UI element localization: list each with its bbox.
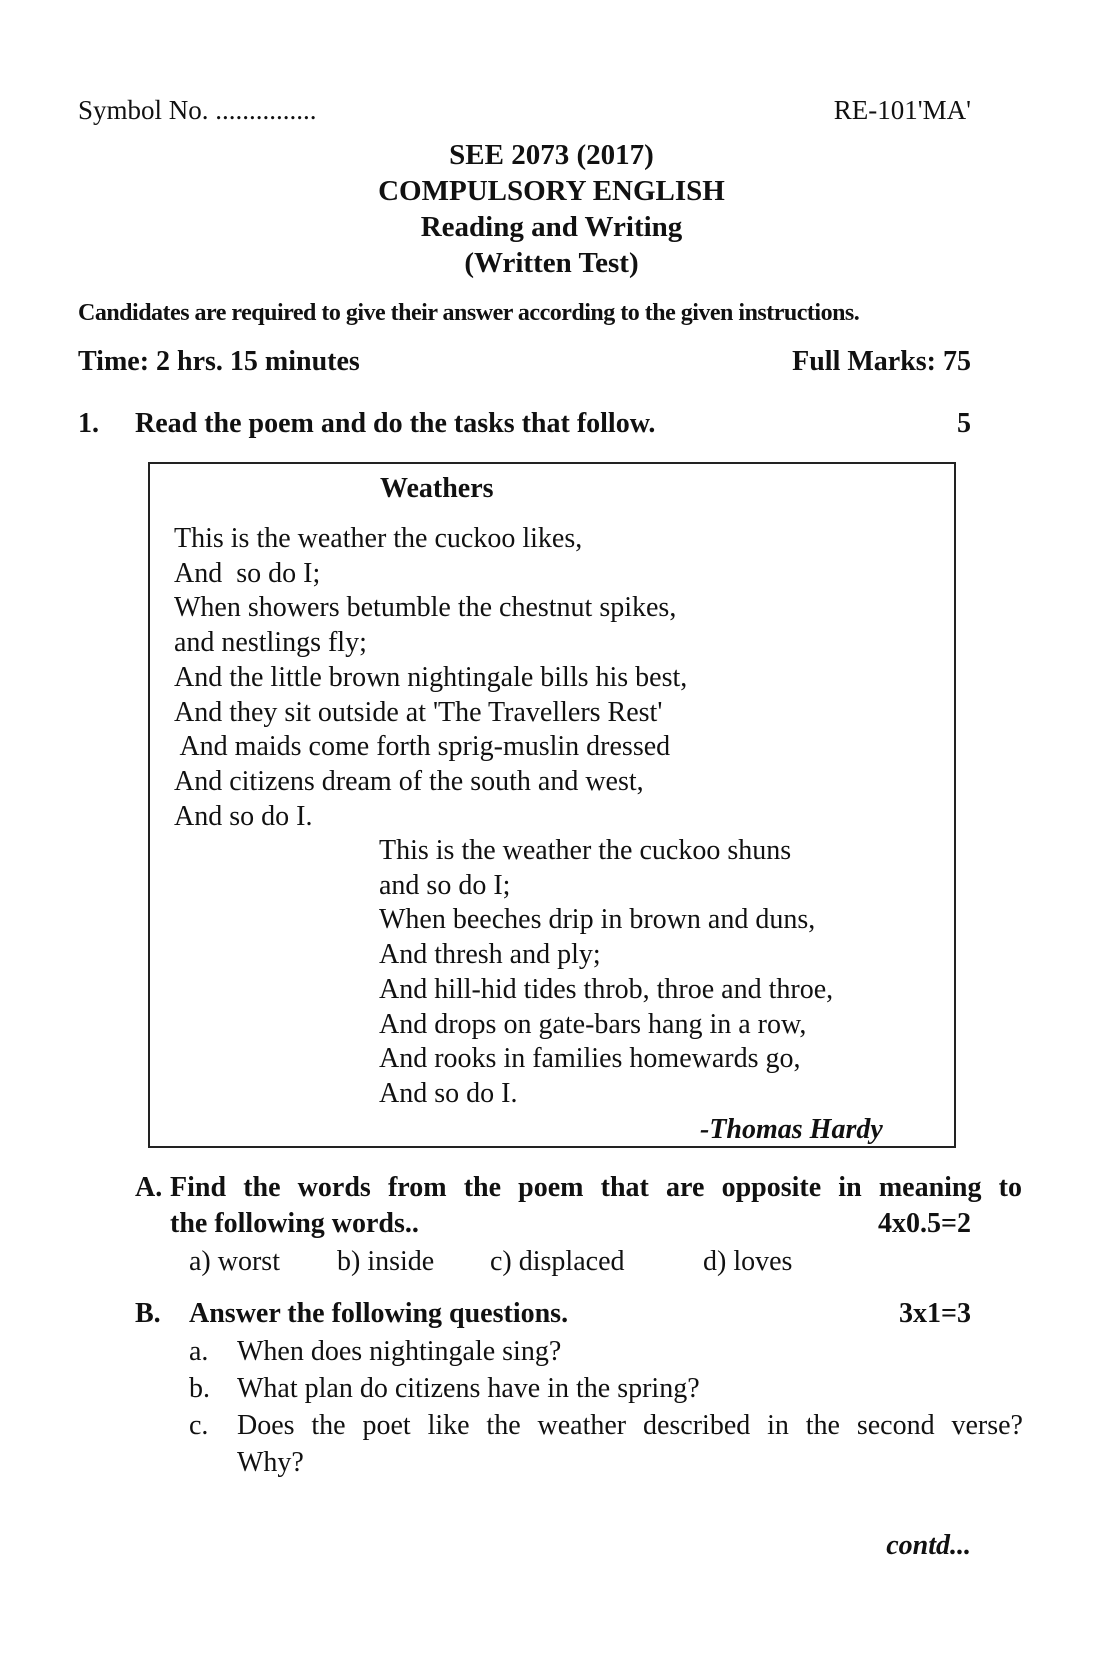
poem-line: And the little brown nightingale bills his best, (174, 661, 688, 693)
poem-line: This is the weather the cuckoo shuns (379, 835, 792, 866)
sub-question-label: b. (189, 1373, 210, 1404)
poem-stanza-1 (174, 522, 687, 834)
poem-line: When beeches drip in brown and duns, (379, 904, 816, 936)
part-a-instruction-cont: the following words.. (170, 1208, 419, 1239)
paper-code: RE-101'MA' (833, 95, 971, 125)
sub-question-text (237, 1410, 1023, 1442)
poem-author: -Thomas Hardy (700, 1114, 883, 1145)
poem-line: And so do I. (174, 800, 313, 832)
poem-line: And maids come forth sprig-muslin dressed (174, 731, 671, 763)
continued-note: contd... (886, 1530, 971, 1561)
word: in (767, 1410, 789, 1441)
part-b-label: B. (135, 1298, 161, 1329)
paper-name: Reading and Writing (420, 211, 683, 243)
full-marks: Full Marks: 75 (792, 346, 971, 377)
choice-c: c) displaced (490, 1246, 625, 1277)
word: to (998, 1172, 1022, 1203)
word: second (856, 1410, 935, 1441)
choice-d: d) loves (703, 1246, 793, 1277)
word: opposite (721, 1172, 822, 1203)
sub-question-label: a. (189, 1336, 209, 1367)
word: the (463, 1172, 502, 1203)
word: that (600, 1172, 649, 1203)
subject-name: COMPULSORY ENGLISH (378, 175, 725, 207)
poem-line: And they sit outside at 'The Travellers Rest' (174, 696, 663, 728)
word: weather (537, 1410, 627, 1441)
poem-line: And so do I; (174, 557, 321, 589)
poem-line: When showers betumble the chestnut spikes, (174, 592, 677, 624)
part-a-instruction (170, 1172, 1022, 1204)
part-a-label: A. (135, 1172, 163, 1203)
sub-question-text: What plan do citizens have in the spring? (237, 1373, 700, 1404)
word: the (805, 1410, 840, 1441)
word: verse? (951, 1410, 1023, 1441)
word: poem (518, 1172, 584, 1203)
poem-line: And thresh and ply; (379, 939, 601, 971)
exam-name: SEE 2073 (2017) (449, 139, 654, 171)
test-type: (Written Test) (464, 247, 639, 279)
word: meaning (878, 1172, 982, 1203)
word: the (243, 1172, 281, 1203)
word: words (297, 1172, 371, 1203)
poem-line: And rooks in families homewards go, (379, 1043, 801, 1075)
part-b-instruction: Answer the following questions. (189, 1298, 569, 1329)
part-a-marks: 4x0.5=2 (878, 1208, 971, 1239)
poem-stanza-2 (379, 834, 833, 1112)
poem-line: and so do I; (379, 869, 511, 901)
word: Find (170, 1172, 227, 1203)
exam-titles (0, 137, 1103, 281)
word: from (387, 1172, 447, 1203)
choice-a: a) worst (189, 1246, 280, 1277)
word: described (642, 1410, 751, 1441)
sub-question-text-cont: Why? (237, 1447, 304, 1478)
poem-line: and nestlings fly; (174, 627, 367, 659)
word: like (427, 1410, 470, 1441)
poem-line: And drops on gate-bars hang in a row, (379, 1008, 807, 1040)
poem-line: And so do I. (379, 1077, 518, 1109)
instructions: Candidates are required to give their answer according to the given instructions. (78, 300, 860, 326)
symbol-number: Symbol No. ............... (78, 95, 317, 125)
question-number: 1. (78, 408, 99, 439)
choice-b: b) inside (337, 1246, 435, 1277)
word: Does (237, 1410, 295, 1441)
sub-question-text: When does nightingale sing? (237, 1336, 562, 1367)
poem-line: And hill-hid tides throb, throe and throe, (379, 973, 834, 1005)
word: the (311, 1410, 346, 1441)
poem-line: And citizens dream of the south and west, (174, 765, 644, 797)
time-allowed: Time: 2 hrs. 15 minutes (78, 346, 360, 377)
poem-line: This is the weather the cuckoo likes, (174, 523, 583, 554)
word: are (666, 1172, 705, 1203)
question-marks: 5 (957, 408, 971, 439)
sub-question-label: c. (189, 1410, 209, 1441)
poem-title: Weathers (380, 473, 494, 504)
question-text: Read the poem and do the tasks that follow. (135, 408, 656, 439)
word: in (838, 1172, 862, 1203)
part-b-marks: 3x1=3 (899, 1298, 971, 1329)
word: the (486, 1410, 521, 1441)
word: poet (362, 1410, 411, 1441)
